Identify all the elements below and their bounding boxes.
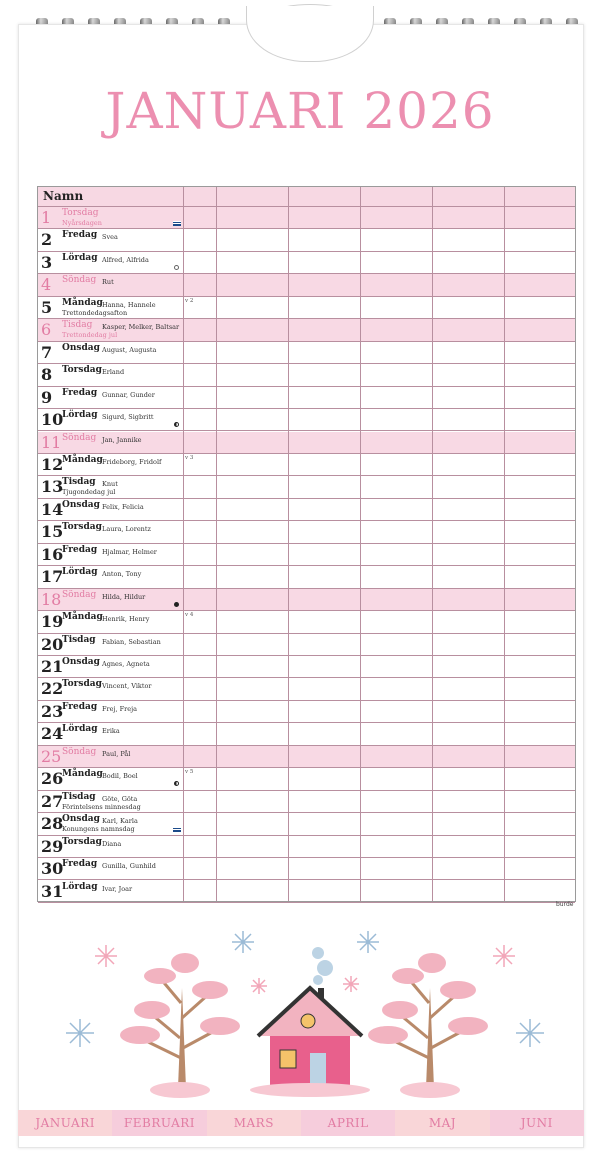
name-day: Henrik, Henry — [102, 615, 150, 624]
column-divider — [504, 187, 505, 901]
holiday-label: Trettondedag jul — [62, 331, 118, 340]
holiday-label: Trettondedagsafton — [62, 308, 128, 317]
name-day: August, Augusta — [102, 345, 157, 354]
day-number: 13 — [41, 477, 64, 497]
day-number: 24 — [41, 724, 64, 744]
weekday-name: Måndag — [62, 612, 103, 623]
right-tree — [368, 953, 488, 1098]
grid-header-row — [38, 187, 575, 207]
day-number: 1 — [41, 208, 52, 227]
day-row — [38, 544, 575, 566]
column-divider — [183, 187, 184, 901]
brand-logo: burde — [556, 901, 574, 908]
moon-phase-icon — [174, 602, 179, 607]
name-day: Agnes, Agneta — [102, 660, 150, 668]
moon-phase-icon — [174, 265, 179, 270]
name-column-label: Namn — [43, 189, 84, 203]
day-row — [38, 589, 575, 611]
day-row — [38, 768, 575, 790]
name-day: Laura, Lorentz — [102, 525, 151, 534]
day-number: 23 — [41, 701, 64, 721]
day-row — [38, 342, 575, 364]
day-row — [38, 634, 575, 656]
weekday-name: Lördag — [62, 252, 98, 263]
weekday-name: Lördag — [62, 410, 98, 421]
month-title: JANUARI 2026 — [105, 82, 495, 140]
day-row — [38, 476, 575, 498]
day-row — [38, 207, 575, 229]
day-number: 4 — [41, 275, 52, 295]
day-number: 29 — [41, 836, 64, 856]
week-number: v 4 — [185, 612, 194, 619]
day-row — [38, 701, 575, 723]
weekday-name: Fredag — [62, 230, 98, 241]
day-number: 9 — [41, 387, 53, 407]
weekday-name: Torsdag — [62, 208, 99, 218]
day-number: 18 — [41, 589, 62, 609]
weekday-name: Måndag — [62, 769, 103, 780]
weekday-name: Tisdag — [62, 477, 96, 488]
weekday-name: Onsdag — [62, 657, 100, 667]
weekday-name: Lördag — [62, 881, 98, 892]
month-tab[interactable]: FEBRUARI — [112, 1110, 206, 1136]
day-row — [38, 521, 575, 543]
weekday-name: Onsdag — [62, 499, 100, 510]
name-day: Erika — [102, 727, 120, 736]
weekday-name: Tisdag — [62, 791, 96, 802]
winter-illustration — [60, 918, 550, 1098]
weekday-name: Onsdag — [62, 342, 100, 353]
day-number: 27 — [41, 791, 64, 811]
day-row — [38, 319, 575, 341]
day-row — [38, 387, 575, 409]
name-day: Frideborg, Fridolf — [102, 457, 162, 466]
day-number: 19 — [41, 612, 64, 632]
month-tab[interactable]: MARS — [207, 1110, 301, 1136]
holiday-label: Nyårsdagen — [62, 219, 102, 227]
flag-day-icon — [173, 221, 181, 226]
column-divider — [432, 187, 433, 901]
day-row — [38, 678, 575, 700]
column-divider — [216, 187, 217, 901]
house — [250, 947, 370, 1097]
name-day: Bodil, Boel — [102, 772, 138, 781]
day-row — [38, 454, 575, 476]
day-number: 22 — [41, 679, 64, 699]
week-number: v 3 — [185, 454, 194, 461]
day-row — [38, 656, 575, 678]
holiday-label: Tjugondedag jul — [62, 488, 116, 497]
day-row — [38, 791, 575, 813]
name-day: Gunilla, Gunhild — [102, 862, 156, 871]
day-row — [38, 252, 575, 274]
day-number: 25 — [41, 746, 62, 766]
name-day: Svea — [102, 233, 118, 242]
name-day: Alfred, Alfrida — [102, 255, 149, 264]
name-day: Anton, Tony — [102, 570, 142, 579]
day-number: 17 — [41, 567, 64, 587]
day-number: 5 — [41, 297, 53, 317]
name-day: Kasper, Melker, Baltsar — [102, 323, 180, 332]
name-day: Felix, Felicia — [102, 502, 144, 511]
column-divider — [288, 187, 289, 901]
day-number: 28 — [41, 814, 64, 834]
weekday-name: Söndag — [62, 275, 97, 286]
weekday-name: Måndag — [62, 454, 103, 465]
week-number: v 2 — [185, 297, 194, 304]
day-row — [38, 813, 575, 835]
day-number: 3 — [41, 252, 53, 272]
name-day: Knut — [102, 480, 118, 489]
day-row — [38, 409, 575, 431]
week-number: v 5 — [185, 769, 194, 776]
day-row — [38, 566, 575, 588]
weekday-name: Fredag — [62, 387, 98, 398]
day-row — [38, 881, 575, 903]
name-day: Paul, Pål — [102, 749, 131, 758]
day-row — [38, 611, 575, 633]
weekday-name: Torsdag — [62, 365, 102, 376]
name-day: Vincent, Viktor — [102, 682, 152, 691]
name-day: Diana — [102, 839, 122, 848]
day-row — [38, 836, 575, 858]
day-number: 12 — [41, 454, 64, 474]
name-day: Ivar, Joar — [102, 884, 133, 893]
day-row — [38, 229, 575, 251]
day-number: 8 — [41, 365, 53, 385]
day-number: 11 — [41, 432, 62, 452]
month-tab[interactable]: JUNI — [490, 1110, 584, 1136]
weekday-name: Torsdag — [62, 522, 102, 533]
day-row — [38, 858, 575, 880]
day-row — [38, 499, 575, 521]
day-number: 2 — [41, 230, 53, 250]
name-day: Frej, Freja — [102, 704, 137, 713]
name-day: Fabian, Sebastian — [102, 637, 161, 646]
name-day: Hanna, Hannele — [102, 300, 156, 309]
day-number: 6 — [41, 320, 52, 340]
holiday-label: Konungens namnsdag — [62, 825, 135, 834]
day-row — [38, 432, 575, 454]
weekday-name: Fredag — [62, 544, 98, 555]
day-row — [38, 723, 575, 745]
day-number: 7 — [41, 342, 53, 362]
weekday-name: Söndag — [62, 432, 97, 443]
left-tree — [120, 953, 240, 1098]
day-number: 31 — [41, 881, 64, 901]
weekday-name: Söndag — [62, 746, 97, 757]
day-number: 21 — [41, 657, 64, 676]
day-number: 30 — [41, 859, 64, 879]
name-day: Rut — [102, 278, 114, 287]
name-day: Göte, Göta — [102, 794, 138, 803]
month-tab[interactable]: JANUARI — [18, 1110, 112, 1136]
name-day: Gunnar, Gunder — [102, 390, 155, 399]
day-row — [38, 364, 575, 386]
calendar-grid — [37, 186, 576, 902]
weekday-name: Tisdag — [62, 634, 96, 645]
weekday-name: Fredag — [62, 701, 98, 712]
name-day: Sigurd, Sigbritt — [102, 413, 154, 422]
weekday-name: Söndag — [62, 589, 97, 600]
day-number: 15 — [41, 522, 64, 542]
weekday-name: Lördag — [62, 724, 98, 735]
weekday-name: Torsdag — [62, 836, 102, 847]
weekday-name: Tisdag — [62, 320, 93, 331]
weekday-name: Torsdag — [62, 679, 102, 690]
day-row — [38, 746, 575, 768]
name-day: Hjalmar, Helmer — [102, 547, 157, 556]
day-number: 14 — [41, 499, 64, 519]
month-tab[interactable]: APRIL — [301, 1110, 395, 1136]
day-number: 16 — [41, 544, 64, 564]
month-tab[interactable]: MAJ — [395, 1110, 489, 1136]
name-day: Erland — [102, 368, 125, 377]
weekday-name: Lördag — [62, 567, 98, 578]
weekday-name: Onsdag — [62, 814, 100, 825]
holiday-label: Förintelsens minnesdag — [62, 802, 141, 811]
column-divider — [360, 187, 361, 901]
day-row — [38, 274, 575, 296]
moon-phase-icon — [174, 781, 179, 786]
day-row — [38, 297, 575, 319]
month-tabs — [18, 1110, 584, 1136]
name-day: Hilda, Hildur — [102, 592, 146, 601]
moon-phase-icon — [174, 422, 179, 427]
flag-day-icon — [173, 827, 181, 832]
day-number: 26 — [41, 769, 64, 789]
name-day: Karl, Karla — [102, 817, 138, 826]
name-day: Jan, Jannike — [102, 435, 142, 444]
day-number: 20 — [41, 634, 64, 654]
day-number: 10 — [41, 410, 64, 430]
weekday-name: Måndag — [62, 297, 103, 308]
weekday-name: Fredag — [62, 859, 98, 870]
